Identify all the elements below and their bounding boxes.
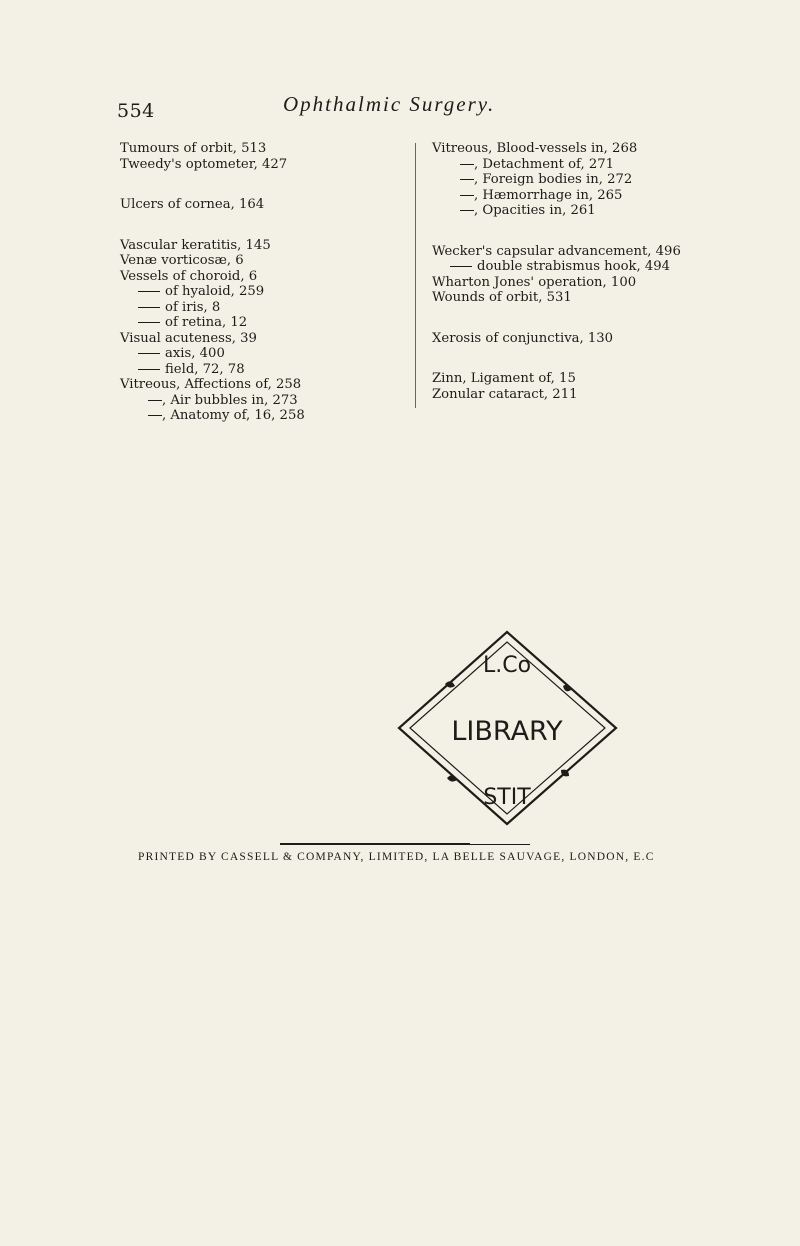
footer-rule — [280, 843, 470, 845]
index-entry — [120, 238, 410, 254]
index-gap — [432, 346, 787, 371]
index-entry — [120, 284, 410, 300]
index-entry — [432, 244, 787, 260]
index-entry-text: Vitreous, Blood-vessels in, 268 — [432, 141, 638, 156]
library-stamp — [395, 628, 620, 828]
index-entry-text: , Hæmorrhage in, 265 — [474, 187, 623, 203]
library-stamp-graphic — [395, 628, 620, 828]
page-number: 554 — [117, 100, 155, 122]
repeat-dash — [138, 369, 160, 370]
index-entry-text: Xerosis of conjunctiva, 130 — [432, 330, 614, 346]
index-entry — [432, 371, 787, 387]
index-entry — [432, 188, 787, 204]
index-entry-text: , Opacities in, 261 — [474, 203, 596, 218]
index-entry-text: Tumours of orbit, 513 — [120, 141, 267, 156]
index-entry-text: Wharton Jones' operation, 100 — [432, 274, 637, 290]
index-entry-text: field, 72, 78 — [165, 361, 245, 377]
index-entry — [432, 259, 787, 275]
index-entry — [432, 275, 787, 291]
repeat-dash — [148, 400, 162, 401]
index-gap — [432, 219, 787, 244]
index-entry-text: of iris, 8 — [165, 299, 221, 315]
index-entry — [120, 300, 410, 316]
index-entry-text: Vessels of choroid, 6 — [120, 268, 258, 284]
index-entry — [120, 362, 410, 378]
index-entry — [432, 203, 787, 219]
index-entry — [120, 197, 410, 213]
repeat-dash — [460, 210, 474, 211]
index-entry-text: of hyaloid, 259 — [165, 284, 265, 299]
index-entry-text: Wounds of orbit, 531 — [432, 290, 572, 305]
index-entry — [432, 290, 787, 306]
index-entry — [120, 141, 410, 157]
index-column-right — [432, 141, 787, 402]
running-title: Ophthalmic Surgery. — [283, 92, 496, 116]
index-entry — [120, 346, 410, 362]
index-entry — [120, 393, 410, 409]
column-divider — [415, 143, 416, 408]
repeat-dash — [138, 353, 160, 354]
repeat-dash — [138, 291, 160, 292]
index-entry-text: Ulcers of cornea, 164 — [120, 197, 265, 212]
repeat-dash — [138, 307, 160, 308]
index-entry — [120, 157, 410, 173]
repeat-dash — [460, 195, 474, 196]
repeat-dash — [460, 179, 474, 180]
index-entry — [120, 269, 410, 285]
index-entry-text: , Anatomy of, 16, 258 — [162, 408, 305, 423]
index-entry-text: , Foreign bodies in, 272 — [474, 172, 633, 187]
index-entry — [432, 331, 787, 347]
index-entry-text: , Detachment of, 271 — [474, 156, 615, 172]
index-entry — [120, 331, 410, 347]
stamp-bottom-text: STIT — [483, 785, 531, 810]
index-entry-text: , Air bubbles in, 273 — [162, 392, 298, 408]
stamp-top-text: L.Co — [482, 653, 532, 678]
index-entry — [120, 253, 410, 269]
repeat-dash — [460, 164, 474, 165]
index-entry-text: Vascular keratitis, 145 — [120, 237, 271, 253]
index-entry-text: Zonular cataract, 211 — [432, 386, 578, 402]
stamp-center-text: LIBRARY — [451, 716, 563, 747]
footer-rule-thin — [470, 844, 530, 845]
index-entry-text: double strabismus hook, 494 — [477, 259, 671, 274]
index-entry-text: Wecker's capsular advancement, 496 — [432, 243, 681, 259]
index-entry — [432, 387, 787, 403]
index-entry — [432, 157, 787, 173]
index-entry-text: axis, 400 — [165, 346, 225, 361]
index-entry — [432, 141, 787, 157]
repeat-dash — [450, 266, 472, 267]
index-column-left — [120, 141, 410, 424]
index-entry-text: of retina, 12 — [165, 315, 248, 330]
index-entry — [120, 408, 410, 424]
repeat-dash — [148, 415, 162, 416]
index-entry-text: Visual acuteness, 39 — [120, 330, 257, 346]
index-entry — [432, 172, 787, 188]
index-entry-text: Venæ vorticosæ, 6 — [120, 253, 244, 268]
printer-imprint: PRINTED BY CASSELL & COMPANY, LIMITED, LA BELLE SAUVAGE, LONDON, E.C — [138, 851, 655, 863]
index-entry-text: Vitreous, Affections of, 258 — [120, 377, 302, 392]
repeat-dash — [138, 322, 160, 323]
index-gap — [120, 213, 410, 238]
index-entry — [120, 315, 410, 331]
index-entry-text: Zinn, Ligament of, 15 — [432, 371, 576, 386]
index-gap — [120, 172, 410, 197]
index-entry — [120, 377, 410, 393]
index-entry-text: Tweedy's optometer, 427 — [120, 156, 288, 172]
index-gap — [432, 306, 787, 331]
